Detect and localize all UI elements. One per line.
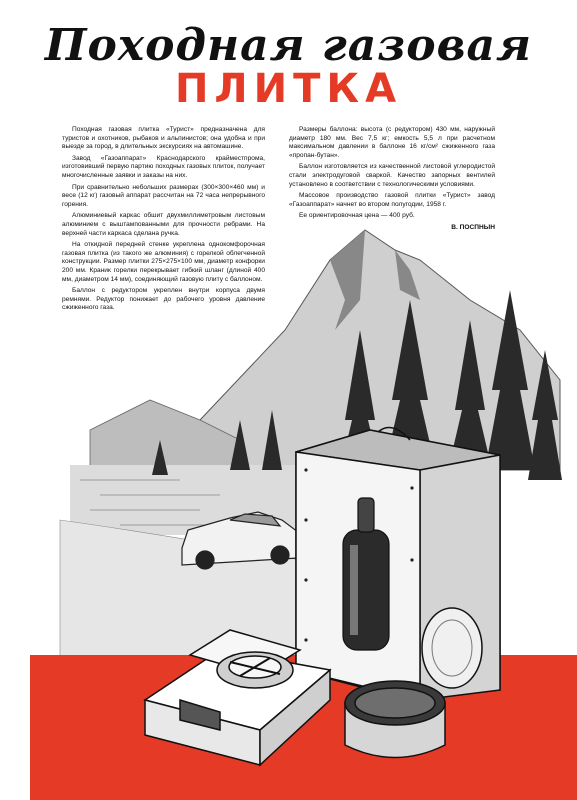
- title-line-1: Походная газовая: [44, 20, 533, 71]
- title-line-2: ПЛИТКА: [174, 66, 403, 112]
- paragraph: На откидной передней стенке укреплена однокомфорочная газовая плитка (из такого же алюминия) с горелкой облегченной конструкции. Размер плитки 275×275×100 мм, диаметр конфорки 200 мм. Краник горелки перекрывает гибкий шланг (длиной 400 мм, диаметром 14 мм), соединяющий газовую плиту с баллоном.: [62, 241, 265, 283]
- paragraph: Алюминиевый каркас обшит двухмиллиметровым листовым алюминием с выштампованными для прочности ребрами. На верхней части каркаса сделана ручка.: [62, 212, 265, 237]
- paragraph: Походная газовая плитка «Турист» предназначена для туристов и охотников, рыбаков и альпинистов; она удобна и при выезде за город, в длительных экскурсиях на автомашине.: [62, 126, 265, 151]
- paragraph: Размеры баллона: высота (с редуктором) 430 мм, наружный диаметр 180 мм. Вес 7,5 кг; емкость 5,5 л при расчетном максимальном давлении в баллоне 16 кг/см² сжиженного газа «пропан-бутан».: [289, 126, 495, 159]
- paragraph: При сравнительно небольших размерах (300×300×460 мм) и весе (12 кг) газовый аппарат рассчитан на 72 часа непрерывного горения.: [62, 183, 265, 208]
- paragraph: Массовое производство газовой плитки «Турист» завод «Газоаппарат» начнет во втором полугодии, 1958 г.: [289, 192, 495, 208]
- paragraph: Завод «Газоаппарат» Краснодарского крайместпрома, изготовивший первую партию походных газовых плиток, получает многочисленные заявки и заказы на них.: [62, 154, 265, 179]
- article-left-column: [62, 126, 265, 316]
- paragraph: Баллон с редуктором укреплен внутри корпуса двумя ремнями. Редуктор понижает до рабочего уровня давление сжиженного газа.: [62, 287, 265, 312]
- article-right-column: [289, 126, 495, 236]
- author-signature: В. ПОСПНЫН: [451, 223, 495, 231]
- paragraph: Ее ориентировочная цена — 400 руб.: [299, 212, 415, 220]
- paragraph: Баллон изготовляется из качественной листовой углеродистой стали электродуговой сваркой. Качество запорных вентилей установлено в соответствии с технологическими условиями.: [289, 163, 495, 188]
